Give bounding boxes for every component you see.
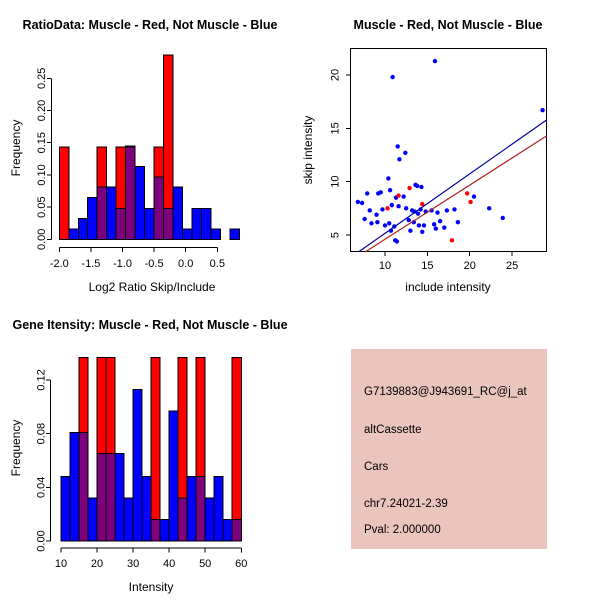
info-pval: Pval: 2.000000: [364, 524, 441, 536]
y-tick-label: 0.12: [35, 369, 48, 391]
scatter-point-not_muscle_blue: [415, 184, 419, 188]
scatter-point-not_muscle_blue: [390, 75, 394, 79]
scatter-point-not_muscle_blue: [395, 239, 399, 243]
scatter-point-not_muscle_blue: [369, 221, 373, 225]
ratio-hist-xlabel: Log2 Ratio Skip/Include: [88, 280, 216, 294]
histogram-bar: [79, 357, 88, 432]
scatter-point-not_muscle_blue: [374, 213, 378, 217]
histogram-bar: [126, 146, 135, 147]
scatter-title: Muscle - Red, Not Muscle - Blue: [353, 18, 543, 32]
y-tick-label: 0.10: [36, 164, 48, 186]
histogram-bar: [223, 520, 232, 541]
histogram-bar: [192, 208, 201, 239]
histogram-bar: [164, 55, 173, 208]
y-tick-label: 0.15: [36, 131, 48, 154]
scatter-point-not_muscle_blue: [388, 188, 392, 192]
scatter-point-not_muscle_blue: [419, 185, 423, 189]
scatter-point-not_muscle_blue: [375, 220, 379, 224]
y-tick-label: 10: [329, 175, 342, 188]
scatter-point-not_muscle_blue: [420, 230, 424, 234]
y-tick-label: 0.20: [36, 99, 48, 122]
scatter-point-muscle_red: [465, 191, 469, 195]
scatter-ylabel: skip intensity: [301, 115, 315, 185]
y-tick-label: 20: [329, 68, 342, 82]
histogram-bar: [232, 357, 241, 519]
x-tick-label: 10: [378, 260, 392, 272]
scatter-point-not_muscle_blue: [396, 144, 400, 148]
gene-hist-xlabel: Intensity: [128, 580, 174, 594]
x-tick-label: 10: [54, 558, 68, 570]
histogram-bar: [106, 357, 115, 453]
x-tick-label: 15: [421, 260, 434, 272]
scatter-point-muscle_red: [450, 238, 454, 242]
histogram-bar: [169, 411, 178, 541]
histogram-bar: [59, 147, 68, 239]
scatter-point-not_muscle_blue: [472, 194, 476, 198]
ratio-hist-title: RatioData: Muscle - Red, Not Muscle - Blue: [22, 18, 278, 32]
histogram-bar: [230, 229, 239, 239]
scatter-point-not_muscle_blue: [432, 222, 436, 226]
histogram-bar-overlap: [151, 520, 160, 541]
histogram-bar: [133, 389, 142, 541]
scatter-point-not_muscle_blue: [445, 208, 449, 212]
x-tick-label: 20: [463, 260, 476, 272]
histogram-bar: [97, 147, 106, 187]
histogram-bar: [151, 357, 160, 519]
y-tick-label: 0.25: [36, 67, 48, 90]
histogram-bar: [115, 454, 124, 541]
x-tick-label: 60: [235, 558, 248, 570]
histogram-bar: [160, 520, 169, 541]
histogram-bar-overlap: [232, 520, 241, 541]
scatter-point-not_muscle_blue: [362, 217, 366, 221]
x-tick-label: 20: [90, 558, 104, 570]
histogram-bar: [145, 208, 154, 239]
x-tick-label: -0.5: [144, 258, 164, 270]
scatter-point-not_muscle_blue: [438, 219, 442, 223]
scatter-point-not_muscle_blue: [456, 220, 460, 224]
scatter-point-not_muscle_blue: [540, 108, 544, 112]
scatter-point-not_muscle_blue: [435, 210, 439, 214]
histogram-bar-overlap: [116, 208, 125, 239]
histogram-bar: [142, 477, 151, 541]
scatter-point-not_muscle_blue: [380, 207, 384, 211]
info-probe-id: G7139883@J943691_RC@j_at: [364, 386, 527, 398]
histogram-bar: [205, 498, 214, 541]
scatter-point-not_muscle_blue: [434, 226, 438, 230]
scatter-point-muscle_red: [385, 206, 389, 210]
scatter-point-not_muscle_blue: [401, 194, 405, 198]
histogram-bar-overlap: [178, 498, 187, 541]
x-tick-label: 0.5: [209, 258, 225, 270]
scatter-point-not_muscle_blue: [422, 223, 426, 227]
y-tick-label: 0.05: [36, 196, 48, 218]
scatter-point-not_muscle_blue: [452, 207, 456, 211]
ratio-hist-ylabel: Frequency: [9, 119, 23, 177]
scatter-point-not_muscle_blue: [383, 223, 387, 227]
scatter-point-not_muscle_blue: [416, 211, 420, 215]
histogram-bar: [211, 229, 220, 239]
histogram-bar: [88, 197, 97, 239]
histogram-bar-overlap: [126, 147, 135, 239]
scatter-point-not_muscle_blue: [417, 223, 421, 227]
scatter-point-not_muscle_blue: [396, 204, 400, 208]
info-gene-name: Cars: [364, 461, 389, 473]
scatter-point-not_muscle_blue: [356, 200, 360, 204]
histogram-bar: [173, 187, 182, 239]
x-tick-label: 25: [505, 260, 519, 272]
histogram-bar: [154, 147, 163, 177]
histogram-bar: [88, 498, 97, 541]
x-tick-label: 40: [163, 558, 176, 570]
histogram-bar-overlap: [164, 208, 173, 239]
scatter-point-muscle_red: [396, 193, 400, 197]
scatter-point-not_muscle_blue: [404, 206, 408, 210]
x-tick-label: -1.0: [113, 258, 132, 270]
y-tick-label: 15: [329, 122, 342, 135]
histogram-bar: [69, 229, 78, 239]
histogram-bar: [107, 187, 116, 239]
y-tick-label: 0.00: [36, 228, 48, 251]
y-tick-label: 5: [329, 231, 342, 239]
gene-hist-title: Gene Itensity: Muscle - Red, Not Muscle - Blue: [12, 318, 288, 332]
scatter-point-not_muscle_blue: [368, 208, 372, 212]
histogram-bar-overlap: [106, 454, 115, 541]
info-location: chr7.24021-2.39: [364, 498, 448, 510]
histogram-bar: [178, 357, 187, 498]
scatter-point-muscle_red: [407, 186, 411, 190]
scatter-point-not_muscle_blue: [365, 191, 369, 195]
x-tick-label: 0.0: [178, 258, 194, 270]
histogram-bar: [196, 357, 205, 476]
scatter-xlabel: include intensity: [405, 280, 491, 294]
histogram-bar: [187, 477, 196, 541]
y-tick-label: 0.04: [35, 476, 48, 499]
scatter-point-not_muscle_blue: [408, 229, 412, 233]
histogram-bar: [70, 432, 79, 541]
scatter-point-not_muscle_blue: [403, 151, 407, 155]
scatter-point-not_muscle_blue: [386, 176, 390, 180]
scatter-point-not_muscle_blue: [433, 59, 437, 63]
gene-hist-ylabel: Frequency: [9, 419, 23, 477]
y-tick-label: 0.08: [35, 422, 48, 445]
histogram-bar: [116, 147, 125, 208]
histogram-bar: [61, 477, 70, 541]
histogram-bar-overlap: [79, 432, 88, 541]
scatter-point-not_muscle_blue: [360, 201, 364, 205]
scatter-point-muscle_red: [468, 200, 472, 204]
x-tick-label: 30: [126, 558, 140, 570]
scatter-point-not_muscle_blue: [407, 218, 411, 222]
y-tick-label: 0.00: [35, 530, 48, 552]
scatter-point-not_muscle_blue: [442, 225, 446, 229]
histogram-bar: [214, 477, 223, 541]
info-splice-type: altCassette: [364, 424, 422, 436]
histogram-bar: [124, 498, 133, 541]
histogram-bar-overlap: [97, 454, 106, 541]
histogram-bar-overlap: [97, 187, 106, 239]
histogram-bar: [202, 208, 211, 239]
x-tick-label: -2.0: [49, 258, 69, 270]
histogram-bar-overlap: [196, 477, 205, 541]
scatter-point-not_muscle_blue: [501, 216, 505, 220]
histogram-bar-overlap: [154, 177, 163, 239]
histogram-bar: [78, 219, 87, 240]
x-tick-label: 50: [199, 558, 212, 570]
histogram-bar: [97, 357, 106, 453]
scatter-point-not_muscle_blue: [390, 203, 394, 207]
scatter-point-not_muscle_blue: [376, 191, 380, 195]
histogram-bar: [183, 229, 192, 239]
scatter-point-not_muscle_blue: [397, 157, 401, 161]
x-tick-label: -1.5: [81, 258, 101, 270]
scatter-point-not_muscle_blue: [487, 206, 491, 210]
info-panel-background: [351, 349, 547, 549]
scatter-point-not_muscle_blue: [387, 221, 391, 225]
histogram-bar: [135, 167, 144, 240]
